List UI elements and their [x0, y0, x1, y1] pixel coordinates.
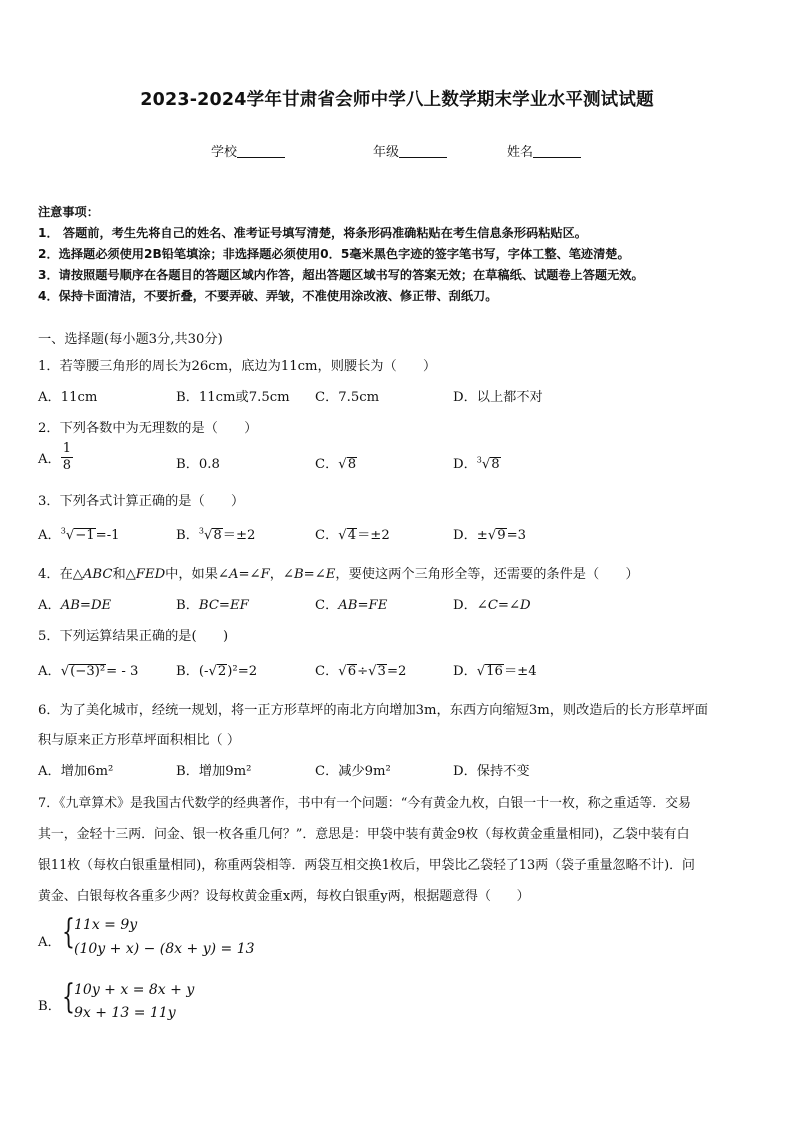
condition-2: ∠B=∠E [282, 567, 336, 582]
exam-title: 2023-2024学年甘肃省会师中学八上数学期末学业水平测试试题 [140, 90, 654, 110]
q5-c-mid: ÷ [357, 664, 369, 679]
q2-option-d[interactable]: D．$^3$√8 [453, 455, 500, 472]
q4-mid1: 和 [112, 567, 126, 582]
q7-line: 银11枚（每枚白银重量相同)，称重两袋相等．两袋互相交换1枚后，甲袋比乙袋轻了13两（袋子重量忽略不计)．问 [38, 858, 695, 873]
q4-mid2: 中，如果 [165, 567, 218, 582]
radicand: −1 [75, 528, 95, 543]
fraction [61, 441, 73, 474]
radicand: 8 [213, 528, 222, 543]
q6-option-b[interactable]: B．增加9m² [176, 764, 252, 779]
radicand: 2 [217, 664, 227, 679]
radicand: 16 [486, 664, 503, 679]
q3-option-d[interactable]: D．±√9=3 [453, 528, 527, 543]
q3-option-b[interactable]: B．$^3$√8＝±2 [176, 526, 256, 543]
q5-a-label: A． [38, 664, 61, 679]
q2-option-a[interactable] [38, 441, 73, 474]
school-blank[interactable] [237, 143, 285, 158]
q2-d-label: D． [453, 457, 477, 472]
radicand: (−3)² [70, 664, 106, 679]
notice-item: 1． 答题前，考生先将自己的姓名、准考证号填写清楚，将条形码准确粘贴在考生信息条形码粘贴区。 [38, 226, 587, 240]
q5-stem: 5．下列运算结果正确的是( ) [38, 629, 229, 644]
q7-line: 7．《九章算术》是我国古代数学的经典著作，书中有一个问题：“今有黄金九枚，白银一十一枚，称之重适等．交易 [38, 796, 691, 811]
q5-d-rest: ＝±4 [503, 664, 537, 679]
grade-field[interactable] [373, 141, 447, 160]
grade-label: 年级 [373, 145, 400, 160]
q3-option-c[interactable]: C．√4＝±2 [315, 528, 390, 543]
left-brace-icon: { [62, 912, 75, 952]
q6-option-d[interactable]: D．保持不变 [453, 764, 530, 779]
q5-option-d[interactable]: D．√16＝±4 [453, 664, 537, 679]
q6-option-c[interactable]: C．减少9m² [315, 764, 391, 779]
q7-a-equation-1: 11x = 9y [74, 917, 138, 933]
q5-b-rest: )²=2 [227, 664, 258, 679]
q1-option-a[interactable]: A．11cm [38, 390, 98, 405]
school-label: 学校 [211, 145, 238, 160]
q2-stem: 2．下列各数中为无理数的是（ ） [38, 421, 258, 436]
q5-b-label: B．(- [176, 664, 209, 679]
notice-item: 3．请按照题号顺序在各题目的答题区域内作答，超出答题区域书写的答案无效；在草稿纸、试题卷上答题无效。 [38, 268, 644, 282]
q7-option-a-label[interactable]: A． [38, 935, 61, 950]
radicand: 8 [347, 457, 357, 472]
q4-stem [38, 563, 639, 582]
q3-a-rest: =-1 [95, 528, 120, 543]
q5-d-label: D． [453, 664, 477, 679]
q4-b-label: B． [176, 598, 199, 613]
notice-item: 4．保持卡面清洁，不要折叠，不要弄破、弄皱，不准使用涂改液、修正带、刮纸刀。 [38, 289, 498, 303]
q4-stem-pre: 4．在 [38, 567, 73, 582]
q3-a-label: A． [38, 528, 61, 543]
name-blank[interactable] [533, 143, 581, 158]
q4-option-a[interactable] [38, 594, 111, 613]
radicand: 6 [347, 664, 357, 679]
condition-1: ∠A=∠F [217, 567, 270, 582]
q5-option-b[interactable]: B．(-√2)²=2 [176, 664, 258, 679]
notice-heading: 注意事项： [38, 205, 99, 219]
q4-a-text: AB=DE [60, 598, 112, 613]
q6-line: 6．为了美化城市，经统一规划，将一正方形草坪的南北方向增加3m，东西方向缩短3m，则改造后的长方形草坪面 [38, 703, 708, 718]
q7-line: 黄金、白银每枚各重多少两？设每枚黄金重x两，每枚白银重y两，根据题意得（ ） [38, 889, 530, 904]
q4-stem-post: ，要使这两个三角形全等，还需要的条件是（ ） [335, 567, 639, 582]
q1-option-b[interactable]: B．11cm或7.5cm [176, 390, 290, 405]
q3-c-label: C． [315, 528, 339, 543]
numerator: 1 [62, 441, 71, 456]
q3-b-rest: ＝±2 [222, 528, 256, 543]
triangle-fed: △FED [125, 567, 166, 582]
radicand: 4 [347, 528, 357, 543]
school-field[interactable] [211, 141, 285, 160]
root-index: 3 [60, 526, 66, 536]
q1-option-c[interactable]: C．7.5cm [315, 390, 380, 405]
name-label: 姓名 [507, 145, 534, 160]
q4-c-label: C． [315, 598, 339, 613]
q3-stem: 3．下列各式计算正确的是（ ） [38, 494, 245, 509]
q7-b-equation-2: 9x + 13 = 11y [74, 1005, 176, 1021]
name-field[interactable] [507, 141, 581, 160]
q4-option-d[interactable] [453, 594, 531, 613]
q4-comma: ， [269, 567, 283, 582]
section-heading: 一、选择题(每小题3分,共30分) [38, 332, 223, 347]
notice-item: 2．选择题必须使用2B铅笔填涂；非选择题必须使用0．5毫米黑色字迹的签字笔书写，字体工整、笔迹清楚。 [38, 247, 630, 261]
q2-option-c[interactable]: C．√8 [315, 457, 357, 472]
q5-c-rest: =2 [386, 664, 407, 679]
q3-b-label: B． [176, 528, 199, 543]
q7-option-b-label[interactable]: B． [38, 999, 61, 1014]
q5-option-c[interactable]: C．√6÷√3=2 [315, 664, 407, 679]
q5-option-a[interactable]: A．√(−3)²= - 3 [38, 664, 139, 679]
grade-blank[interactable] [399, 143, 447, 158]
denominator: 8 [62, 458, 71, 473]
radicand: 8 [491, 457, 500, 472]
radicand: 3 [377, 664, 386, 679]
q7-line: 其一，金轻十三两．问金、银一枚各重几何？”．意思是：甲袋中装有黄金9枚（每枚黄金重量相同)，乙袋中装有白 [38, 827, 690, 842]
root-index: 3 [198, 526, 204, 536]
q3-d-label: D．± [453, 528, 488, 543]
q4-b-text: BC=EF [198, 598, 249, 613]
q7-b-equation-1: 10y + x = 8x + y [74, 982, 195, 998]
q6-line: 积与原来正方形草坪面积相比（ ） [38, 733, 241, 748]
q6-option-a[interactable]: A．增加6m² [38, 764, 114, 779]
q4-c-text: AB=FE [338, 598, 388, 613]
q5-a-rest: = - 3 [106, 664, 139, 679]
root-index: 3 [476, 455, 482, 465]
left-brace-icon: { [62, 977, 75, 1017]
q1-option-d[interactable]: D．以上都不对 [453, 390, 543, 405]
triangle-abc: △ABC [72, 567, 113, 582]
q3-option-a[interactable]: A．$^3$√−1=-1 [38, 526, 120, 543]
q2-a-label: A． [38, 452, 61, 467]
q4-option-c[interactable] [315, 594, 387, 613]
radicand: 9 [497, 528, 506, 543]
q3-d-rest: =3 [506, 528, 527, 543]
q4-d-text: ∠C=∠D [476, 598, 531, 613]
q2-c-label: C． [315, 457, 339, 472]
q4-a-label: A． [38, 598, 61, 613]
q4-d-label: D． [453, 598, 477, 613]
q3-c-rest: ＝±2 [357, 528, 390, 543]
q4-option-b[interactable] [176, 594, 249, 613]
q1-stem: 1．若等腰三角形的周长为26cm，底边为11cm，则腰长为（ ） [38, 359, 437, 374]
q7-a-equation-2: (10y + x) − (8x + y) = 13 [74, 941, 255, 957]
q5-c-label: C． [315, 664, 339, 679]
q2-option-b[interactable]: B．0.8 [176, 457, 220, 472]
